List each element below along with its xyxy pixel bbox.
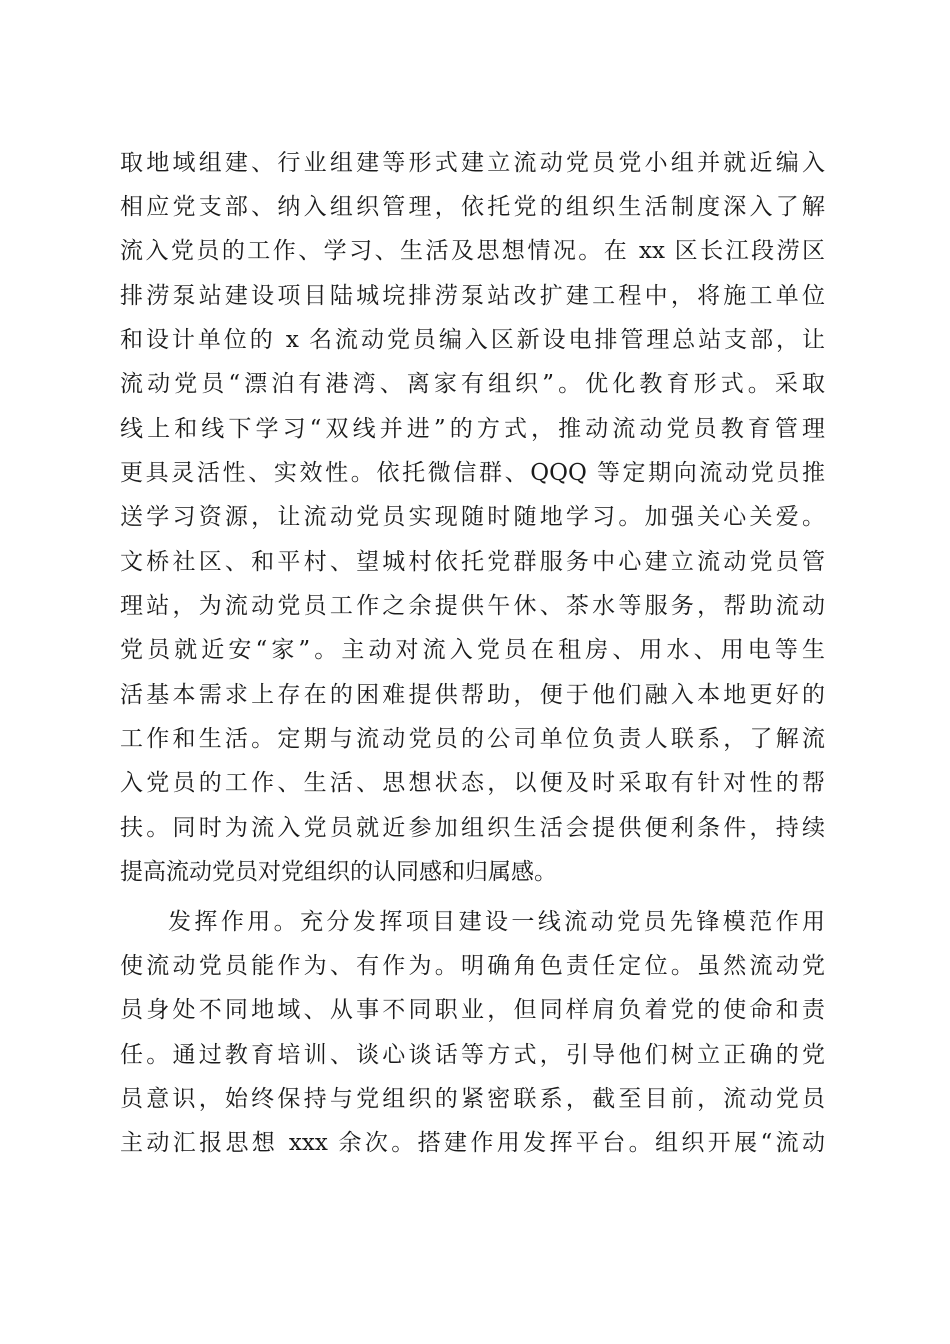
text-line: 员身处不同地域、从事不同职业，但同样肩负着党的使命和责 (120, 997, 825, 1023)
text-line: 流入党员的工作、学习、生活及思想情况。在 xx 区长江段涝区 (120, 238, 825, 264)
text-line: 工作和生活。定期与流动党员的公司单位负责人联系，了解流 (120, 726, 825, 752)
text-line: 主动汇报思想 xxx 余次。搭建作用发挥平台。组织开展“流动 (120, 1130, 825, 1156)
text-line: 送学习资源，让流动党员实现随时随地学习。加强关心关爱。 (120, 504, 825, 530)
text-line: 线上和线下学习“双线并进”的方式，推动流动党员教育管理 (120, 416, 825, 442)
text-line: 更具灵活性、实效性。依托微信群、QQQ 等定期向流动党员推 (120, 460, 825, 486)
text-line: 取地域组建、行业组建等形式建立流动党员党小组并就近编入 (120, 150, 825, 176)
text-line: 员意识，始终保持与党组织的紧密联系，截至目前，流动党员 (120, 1086, 825, 1112)
text-line: 和设计单位的 x 名流动党员编入区新设电排管理总站支部，让 (120, 327, 825, 353)
text-line: 使流动党员能作为、有作为。明确角色责任定位。虽然流动党 (120, 953, 825, 979)
text-line: 流动党员“漂泊有港湾、离家有组织”。优化教育形式。采取 (120, 371, 825, 397)
text-line: 文桥社区、和平村、望城村依托党群服务中心建立流动党员管 (120, 549, 825, 575)
text-line: 扶。同时为流入党员就近参加组织生活会提供便利条件，持续 (120, 815, 825, 841)
text-line: 任。通过教育培训、谈心谈话等方式，引导他们树立正确的党 (120, 1042, 825, 1068)
text-line: 活基本需求上存在的困难提供帮助，便于他们融入本地更好的 (120, 682, 825, 708)
text-line: 相应党支部、纳入组织管理，依托党的组织生活制度深入了解 (120, 194, 825, 220)
text-line: 排涝泵站建设项目陆城垸排涝泵站改扩建工程中，将施工单位 (120, 283, 825, 309)
text-line: 提高流动党员对党组织的认同感和归属感。 (120, 859, 557, 885)
text-line: 理站，为流动党员工作之余提供午休、茶水等服务，帮助流动 (120, 593, 825, 619)
text-line: 党员就近安“家”。主动对流入党员在租房、用水、用电等生 (120, 637, 825, 663)
text-line: 发挥作用。充分发挥项目建设一线流动党员先锋模范作用 (168, 909, 825, 935)
text-line: 入党员的工作、生活、思想状态，以便及时采取有针对性的帮 (120, 770, 825, 796)
